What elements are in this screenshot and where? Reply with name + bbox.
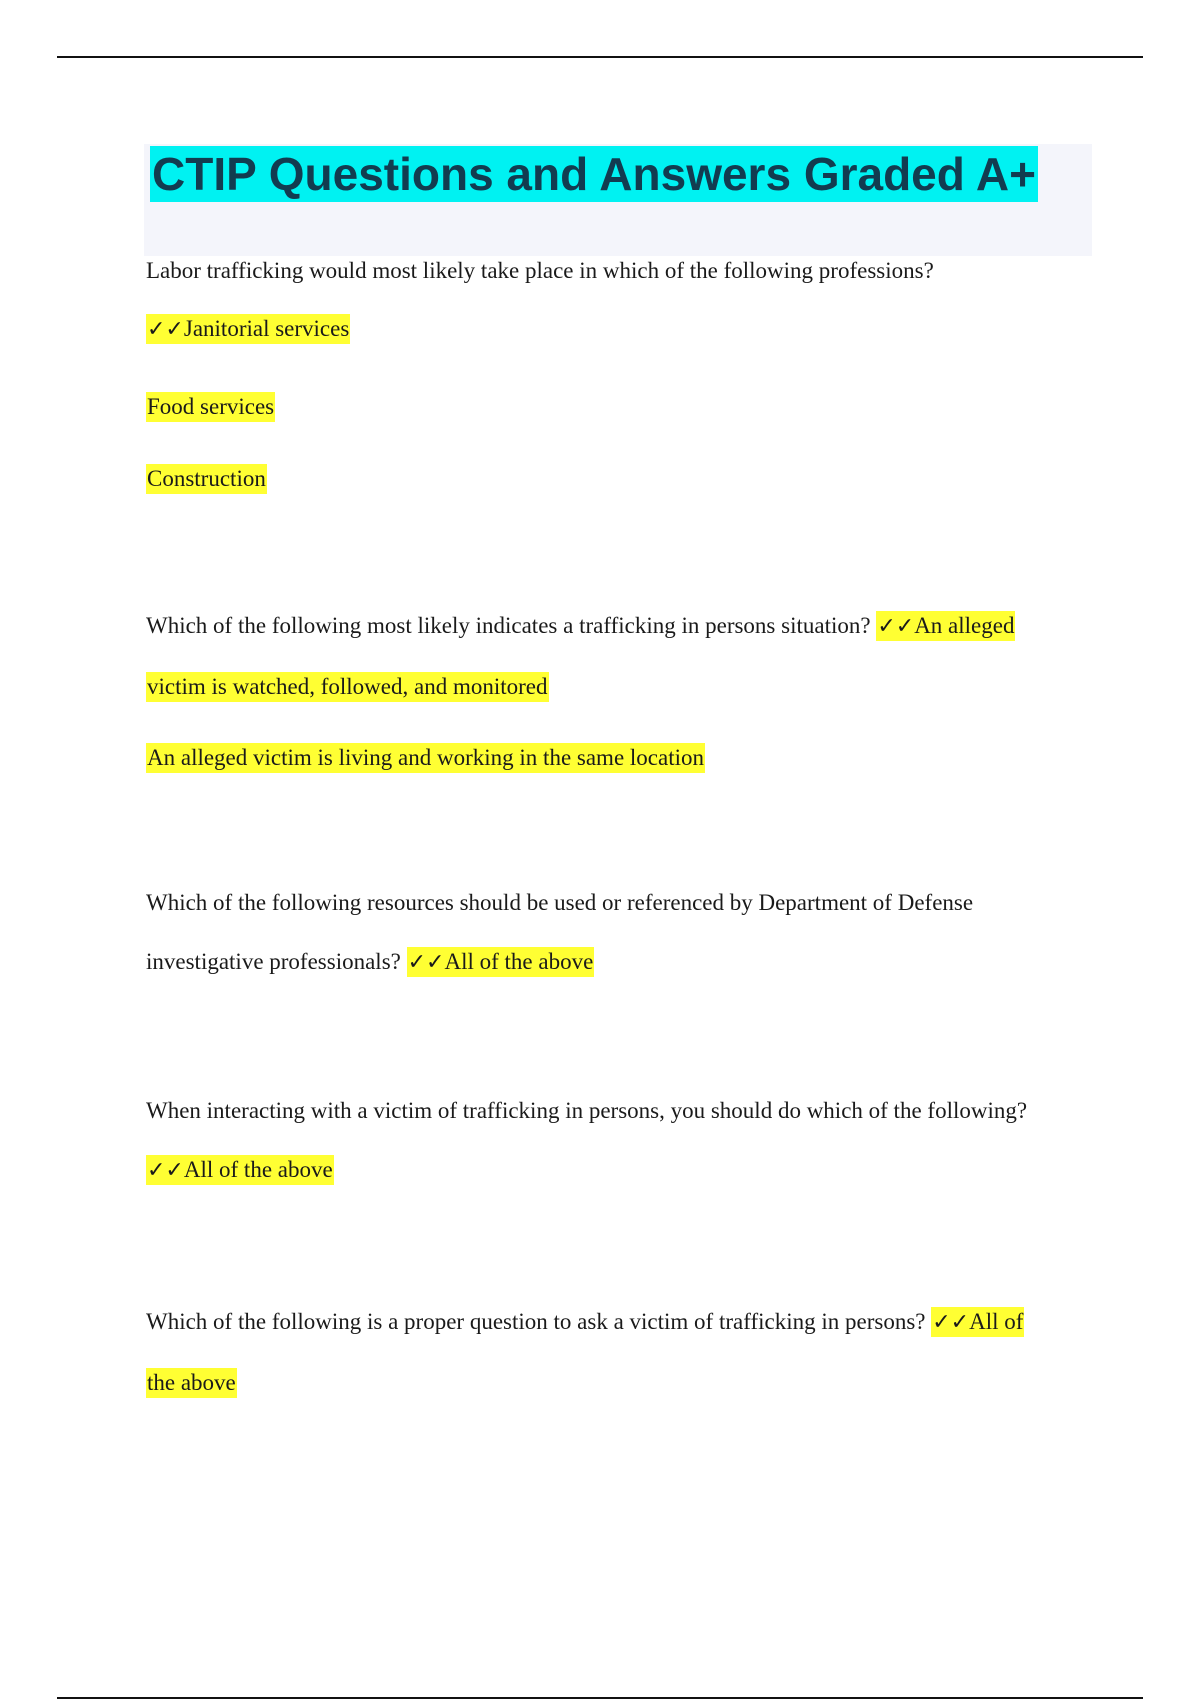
answer-text: An alleged bbox=[914, 613, 1015, 638]
question-1-option-1 bbox=[146, 392, 275, 422]
answer-highlight bbox=[146, 314, 350, 344]
answer-text: Janitorial services bbox=[183, 316, 350, 341]
answer-highlight bbox=[876, 611, 1015, 641]
top-rule bbox=[57, 56, 1143, 58]
question-2-text: Which of the following most likely indicates a trafficking in persons situation? bbox=[146, 613, 877, 638]
question-2 bbox=[146, 611, 1015, 642]
question-2-answer-continued bbox=[146, 672, 549, 702]
option-text: Construction bbox=[146, 464, 267, 494]
double-check-icon: ✓✓ bbox=[147, 1158, 184, 1183]
question-3 bbox=[146, 888, 973, 918]
question-4-text: When interacting with a victim of trafficking in persons, you should do which of the following? bbox=[146, 1098, 1028, 1123]
question-5 bbox=[146, 1307, 1024, 1338]
double-check-icon: ✓✓ bbox=[407, 950, 445, 975]
option-text: An alleged victim is living and working in the same location bbox=[146, 743, 705, 773]
double-check-icon: ✓✓ bbox=[932, 1310, 970, 1335]
question-5-answer-continued bbox=[146, 1368, 237, 1398]
option-text: Food services bbox=[146, 392, 275, 422]
double-check-icon: ✓✓ bbox=[147, 317, 184, 342]
question-4-answer bbox=[146, 1155, 334, 1186]
question-1 bbox=[146, 256, 934, 286]
question-3-continued bbox=[146, 947, 594, 978]
answer-text: the above bbox=[146, 1368, 237, 1398]
answer-text: All of bbox=[969, 1309, 1024, 1334]
answer-highlight bbox=[146, 1155, 334, 1185]
double-check-icon: ✓✓ bbox=[877, 614, 915, 639]
question-2-option-1 bbox=[146, 743, 705, 773]
answer-text: All of the above bbox=[183, 1157, 333, 1182]
question-3-text: Which of the following resources should be used or referenced by Department of Defense bbox=[146, 890, 974, 915]
question-5-text: Which of the following is a proper question to ask a victim of trafficking in persons? bbox=[146, 1309, 932, 1334]
bottom-rule bbox=[57, 1697, 1143, 1699]
question-1-answer bbox=[146, 314, 350, 345]
answer-highlight bbox=[931, 1307, 1024, 1337]
question-1-option-2 bbox=[146, 464, 267, 494]
question-1-text: Labor trafficking would most likely take place in which of the following professions? bbox=[146, 258, 934, 283]
answer-text: victim is watched, followed, and monitored bbox=[146, 672, 549, 702]
document-title: CTIP Questions and Answers Graded A+ bbox=[152, 148, 1037, 200]
question-4 bbox=[146, 1096, 1027, 1126]
question-3-text: investigative professionals? bbox=[146, 949, 407, 974]
answer-text: All of the above bbox=[444, 949, 594, 974]
answer-highlight bbox=[407, 947, 595, 977]
